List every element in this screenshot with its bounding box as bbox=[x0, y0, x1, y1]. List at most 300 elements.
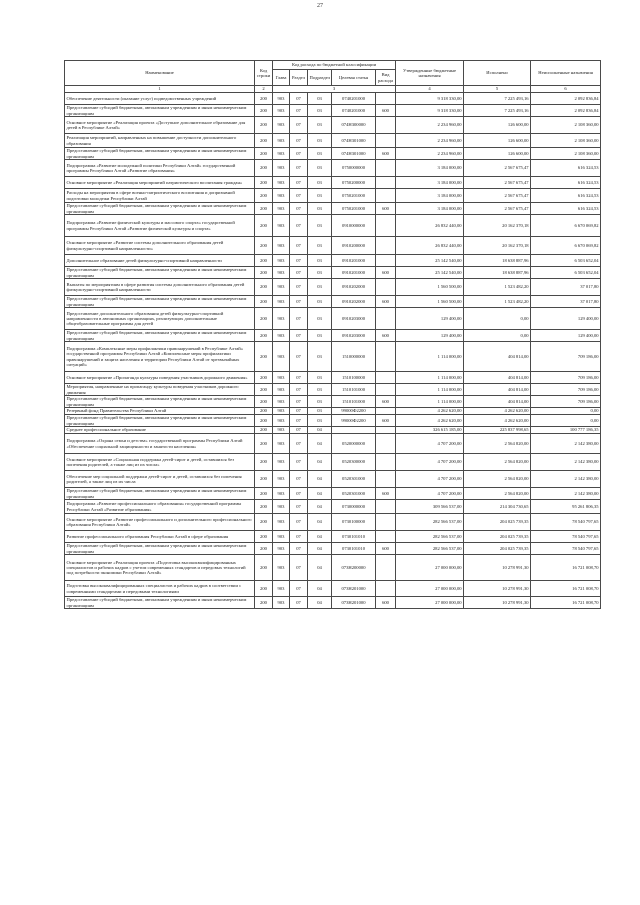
row-approved-amount: 2 234 960,00 bbox=[396, 134, 464, 148]
row-approved-amount: 1 560 500,00 bbox=[396, 296, 464, 308]
row-approved-amount: 129 400,00 bbox=[396, 330, 464, 342]
row-expense-type bbox=[376, 177, 396, 189]
row-approved-amount: 1 114 000,00 bbox=[396, 372, 464, 384]
row-target-article: 0910201000 bbox=[332, 267, 376, 279]
row-target-article: 0910203000 bbox=[332, 308, 376, 330]
row-unexecuted-amount: 0,00 bbox=[531, 408, 601, 415]
row-expense-type bbox=[376, 255, 396, 267]
row-code-line: 200 bbox=[255, 177, 273, 189]
row-glava: 903 bbox=[273, 117, 290, 134]
row-podrazdel: 04 bbox=[308, 427, 332, 434]
row-name: Основное мероприятие «Социальная поддержка детей-сирот и детей, оставшихся без попечения родителей, а также лиц из их числа» bbox=[65, 454, 255, 471]
header-glava: Глава bbox=[273, 70, 290, 86]
table-row bbox=[65, 296, 601, 308]
row-razdel: 07 bbox=[290, 543, 308, 555]
row-code-line: 200 bbox=[255, 384, 273, 396]
header-vid: Вид расхода bbox=[376, 70, 396, 86]
row-approved-amount: 4 707 200,00 bbox=[396, 454, 464, 471]
row-target-article: 0740201000 bbox=[332, 105, 376, 117]
row-code-line: 200 bbox=[255, 296, 273, 308]
row-expense-type bbox=[376, 531, 396, 543]
row-target-article: 0750201000 bbox=[332, 203, 376, 215]
row-unexecuted-amount: 2 142 380,00 bbox=[531, 434, 601, 454]
row-expense-type bbox=[376, 372, 396, 384]
row-name: Обеспечение мер социальной поддержки детей-сирот и детей, оставшихся без попечения родителей, а также лиц из их числа bbox=[65, 471, 255, 488]
row-executed-amount: 20 162 370,18 bbox=[464, 215, 531, 237]
row-executed-amount: 126 600,00 bbox=[464, 117, 531, 134]
row-razdel: 07 bbox=[290, 279, 308, 296]
column-index: 1 bbox=[65, 86, 255, 93]
row-executed-amount: 404 814,00 bbox=[464, 372, 531, 384]
row-podrazdel: 03 bbox=[308, 134, 332, 148]
row-expense-type: 600 bbox=[376, 415, 396, 427]
row-razdel: 07 bbox=[290, 427, 308, 434]
row-target-article: 1510000000 bbox=[332, 342, 376, 372]
row-code-line: 200 bbox=[255, 330, 273, 342]
row-glava: 903 bbox=[273, 189, 290, 203]
row-unexecuted-amount: 129 400,00 bbox=[531, 308, 601, 330]
row-target-article: 0730101010 bbox=[332, 531, 376, 543]
row-glava: 903 bbox=[273, 342, 290, 372]
row-name: Подпрограмма «Развитие профессионального образования» государственной программы Республики Алтай «Развитие образования» bbox=[65, 500, 255, 514]
row-razdel: 07 bbox=[290, 93, 308, 105]
row-glava: 903 bbox=[273, 237, 290, 255]
row-podrazdel: 03 bbox=[308, 148, 332, 160]
row-podrazdel: 03 bbox=[308, 117, 332, 134]
row-executed-amount: 2 567 675,47 bbox=[464, 160, 531, 177]
row-podrazdel: 03 bbox=[308, 93, 332, 105]
row-unexecuted-amount: 6 670 069,82 bbox=[531, 215, 601, 237]
row-razdel: 07 bbox=[290, 434, 308, 454]
table-row bbox=[65, 555, 601, 581]
row-target-article: 0740201000 bbox=[332, 93, 376, 105]
row-target-article: 0520300000 bbox=[332, 454, 376, 471]
row-target-article: 0520000000 bbox=[332, 434, 376, 454]
row-executed-amount: 0,00 bbox=[464, 330, 531, 342]
row-approved-amount: 282 566 537,00 bbox=[396, 514, 464, 531]
column-index: 3 bbox=[273, 86, 396, 93]
row-executed-amount: 20 162 370,18 bbox=[464, 237, 531, 255]
row-code-line: 200 bbox=[255, 427, 273, 434]
row-approved-amount: 3 184 000,00 bbox=[396, 177, 464, 189]
row-expense-type: 600 bbox=[376, 148, 396, 160]
row-expense-type: 600 bbox=[376, 488, 396, 500]
row-name: Предоставление субсидий бюджетным, автономным учреждениям и иным некоммерческим организациям bbox=[65, 543, 255, 555]
row-target-article: 0910000000 bbox=[332, 215, 376, 237]
row-podrazdel: 03 bbox=[308, 342, 332, 372]
row-podrazdel: 04 bbox=[308, 597, 332, 609]
row-razdel: 07 bbox=[290, 308, 308, 330]
row-code-line: 200 bbox=[255, 203, 273, 215]
row-glava: 903 bbox=[273, 215, 290, 237]
row-expense-type bbox=[376, 408, 396, 415]
row-target-article: 0730101010 bbox=[332, 543, 376, 555]
row-razdel: 07 bbox=[290, 597, 308, 609]
row-name: Предоставление субсидий бюджетным, автономным учреждениям и иным некоммерческим организациям bbox=[65, 105, 255, 117]
row-expense-type bbox=[376, 454, 396, 471]
row-podrazdel: 03 bbox=[308, 279, 332, 296]
row-approved-amount: 2 234 960,00 bbox=[396, 117, 464, 134]
row-approved-amount: 1 560 500,00 bbox=[396, 279, 464, 296]
row-target-article: 074Н300000 bbox=[332, 117, 376, 134]
row-expense-type bbox=[376, 237, 396, 255]
row-podrazdel: 04 bbox=[308, 471, 332, 488]
row-code-line: 200 bbox=[255, 555, 273, 581]
row-name: Предоставление субсидий бюджетным, автономным учреждениям и иным некоммерческим организациям bbox=[65, 148, 255, 160]
row-target-article bbox=[332, 427, 376, 434]
row-target-article: 074Н301000 bbox=[332, 148, 376, 160]
row-razdel: 07 bbox=[290, 237, 308, 255]
header-name: Наименование bbox=[65, 61, 255, 86]
row-glava: 903 bbox=[273, 308, 290, 330]
row-glava: 903 bbox=[273, 488, 290, 500]
row-unexecuted-amount: 2 142 380,00 bbox=[531, 488, 601, 500]
row-razdel: 07 bbox=[290, 160, 308, 177]
row-name: Предоставление субсидий бюджетным, автономным учреждениям и иным некоммерческим организациям bbox=[65, 415, 255, 427]
row-podrazdel: 03 bbox=[308, 255, 332, 267]
row-code-line: 200 bbox=[255, 117, 273, 134]
row-code-line: 200 bbox=[255, 531, 273, 543]
row-target-article: 99000Ф2200 bbox=[332, 408, 376, 415]
row-expense-type bbox=[376, 160, 396, 177]
row-podrazdel: 03 bbox=[308, 330, 332, 342]
row-glava: 903 bbox=[273, 177, 290, 189]
table-row bbox=[65, 488, 601, 500]
row-executed-amount: 4 262 620,00 bbox=[464, 408, 531, 415]
row-name: Предоставление дополнительного образования детей физкультурно-спортивной направленности в автономных организациях, реализующих дополнительные общеобразовательные программы для детей bbox=[65, 308, 255, 330]
row-glava: 903 bbox=[273, 255, 290, 267]
row-expense-type bbox=[376, 471, 396, 488]
row-unexecuted-amount: 2 108 360,00 bbox=[531, 134, 601, 148]
row-approved-amount: 4 262 620,00 bbox=[396, 408, 464, 415]
row-target-article: 074Н301000 bbox=[332, 134, 376, 148]
row-razdel: 07 bbox=[290, 408, 308, 415]
row-executed-amount: 7 225 493,16 bbox=[464, 105, 531, 117]
row-razdel: 07 bbox=[290, 454, 308, 471]
table-row bbox=[65, 396, 601, 408]
table-row bbox=[65, 415, 601, 427]
row-name: Основное мероприятие «Развитие профессионального и дополнительного профессионального образования Республики Алтай» bbox=[65, 514, 255, 531]
row-name: Предоставление субсидий бюджетным, автономным учреждениям и иным некоммерческим организациям bbox=[65, 396, 255, 408]
row-expense-type: 600 bbox=[376, 597, 396, 609]
row-executed-amount: 2 564 820,00 bbox=[464, 488, 531, 500]
row-unexecuted-amount: 6 503 652,04 bbox=[531, 267, 601, 279]
table-row bbox=[65, 531, 601, 543]
header-executed: Исполнено bbox=[464, 61, 531, 86]
table-row bbox=[65, 500, 601, 514]
row-glava: 903 bbox=[273, 581, 290, 597]
row-name: Предоставление субсидий бюджетным, автономным учреждениям и иным некоммерческим организациям bbox=[65, 330, 255, 342]
row-razdel: 07 bbox=[290, 203, 308, 215]
row-approved-amount: 26 832 440,00 bbox=[396, 237, 464, 255]
row-glava: 903 bbox=[273, 555, 290, 581]
row-razdel: 07 bbox=[290, 415, 308, 427]
row-unexecuted-amount: 709 186,00 bbox=[531, 342, 601, 372]
row-target-article: 1510101000 bbox=[332, 396, 376, 408]
row-unexecuted-amount: 78 540 797,65 bbox=[531, 543, 601, 555]
row-glava: 903 bbox=[273, 471, 290, 488]
row-executed-amount: 2 564 820,00 bbox=[464, 434, 531, 454]
row-executed-amount: 0,00 bbox=[464, 308, 531, 330]
row-code-line: 200 bbox=[255, 308, 273, 330]
row-approved-amount: 26 832 440,00 bbox=[396, 215, 464, 237]
row-unexecuted-amount: 616 324,53 bbox=[531, 177, 601, 189]
row-glava: 903 bbox=[273, 372, 290, 384]
row-executed-amount: 18 638 887,96 bbox=[464, 255, 531, 267]
table-row bbox=[65, 255, 601, 267]
header-target: Целевая статья bbox=[332, 70, 376, 86]
row-razdel: 07 bbox=[290, 177, 308, 189]
row-expense-type: 600 bbox=[376, 396, 396, 408]
row-code-line: 200 bbox=[255, 134, 273, 148]
row-executed-amount: 2 567 675,47 bbox=[464, 177, 531, 189]
row-target-article: 1510101000 bbox=[332, 384, 376, 396]
row-code-line: 200 bbox=[255, 105, 273, 117]
column-index: 2 bbox=[255, 86, 273, 93]
row-approved-amount: 326 615 185,00 bbox=[396, 427, 464, 434]
row-code-line: 200 bbox=[255, 215, 273, 237]
table-row bbox=[65, 342, 601, 372]
row-podrazdel: 03 bbox=[308, 160, 332, 177]
row-target-article: 0910201000 bbox=[332, 255, 376, 267]
header-budget-classification: Код расхода по бюджетной классификации bbox=[273, 61, 396, 70]
row-target-article: 0730100000 bbox=[332, 514, 376, 531]
row-name: Основное мероприятие «Развитие системы дополнительного образования детей физкультурно-спортивной направленности» bbox=[65, 237, 255, 255]
header-unexecuted: Неисполненные назначения bbox=[531, 61, 601, 86]
row-unexecuted-amount: 100 777 186,35 bbox=[531, 427, 601, 434]
row-executed-amount: 404 814,00 bbox=[464, 342, 531, 372]
row-podrazdel: 04 bbox=[308, 454, 332, 471]
row-podrazdel: 03 bbox=[308, 189, 332, 203]
table-row bbox=[65, 177, 601, 189]
row-glava: 903 bbox=[273, 330, 290, 342]
row-approved-amount: 282 566 537,00 bbox=[396, 531, 464, 543]
table-row bbox=[65, 203, 601, 215]
row-razdel: 07 bbox=[290, 105, 308, 117]
row-executed-amount: 1 523 482,20 bbox=[464, 296, 531, 308]
row-unexecuted-amount: 2 142 380,00 bbox=[531, 454, 601, 471]
row-unexecuted-amount: 2 108 360,00 bbox=[531, 117, 601, 134]
row-approved-amount: 282 566 537,00 bbox=[396, 543, 464, 555]
row-code-line: 200 bbox=[255, 189, 273, 203]
table-row bbox=[65, 543, 601, 555]
row-glava: 903 bbox=[273, 408, 290, 415]
row-unexecuted-amount: 709 186,00 bbox=[531, 372, 601, 384]
row-target-article: 0750201000 bbox=[332, 189, 376, 203]
row-glava: 903 bbox=[273, 279, 290, 296]
row-unexecuted-amount: 616 324,53 bbox=[531, 189, 601, 203]
row-podrazdel: 04 bbox=[308, 434, 332, 454]
row-razdel: 07 bbox=[290, 330, 308, 342]
row-approved-amount: 3 184 000,00 bbox=[396, 189, 464, 203]
row-glava: 903 bbox=[273, 396, 290, 408]
row-code-line: 200 bbox=[255, 543, 273, 555]
row-razdel: 07 bbox=[290, 372, 308, 384]
row-code-line: 200 bbox=[255, 237, 273, 255]
row-unexecuted-amount: 37 017,80 bbox=[531, 279, 601, 296]
row-podrazdel: 03 bbox=[308, 105, 332, 117]
row-approved-amount: 9 318 330,00 bbox=[396, 105, 464, 117]
row-glava: 903 bbox=[273, 514, 290, 531]
row-executed-amount: 126 600,00 bbox=[464, 134, 531, 148]
row-glava: 903 bbox=[273, 415, 290, 427]
row-razdel: 07 bbox=[290, 514, 308, 531]
row-code-line: 200 bbox=[255, 471, 273, 488]
row-executed-amount: 126 600,00 bbox=[464, 148, 531, 160]
row-podrazdel: 03 bbox=[308, 372, 332, 384]
row-code-line: 200 bbox=[255, 160, 273, 177]
row-glava: 903 bbox=[273, 134, 290, 148]
header-approved: Утвержденные бюджетные назначения bbox=[396, 61, 464, 86]
row-glava: 903 bbox=[273, 454, 290, 471]
row-code-line: 200 bbox=[255, 279, 273, 296]
row-glava: 903 bbox=[273, 500, 290, 514]
row-razdel: 07 bbox=[290, 471, 308, 488]
row-razdel: 07 bbox=[290, 342, 308, 372]
row-approved-amount: 2 234 960,00 bbox=[396, 148, 464, 160]
row-executed-amount: 214 304 730,65 bbox=[464, 500, 531, 514]
row-approved-amount: 4 707 200,00 bbox=[396, 434, 464, 454]
row-name: Основное мероприятие «Реализация проекта «Подготовка высококвалифицированных специалистов и рабочих кадров с учетом современных стандартов и передовых технологий под потребности экономики Республики Алтай» bbox=[65, 555, 255, 581]
row-glava: 903 bbox=[273, 543, 290, 555]
row-expense-type: 600 bbox=[376, 543, 396, 555]
row-podrazdel: 03 bbox=[308, 308, 332, 330]
row-unexecuted-amount: 2 108 360,00 bbox=[531, 148, 601, 160]
row-expense-type bbox=[376, 427, 396, 434]
row-podrazdel: 03 bbox=[308, 177, 332, 189]
row-target-article: 073Н201000 bbox=[332, 597, 376, 609]
table-row bbox=[65, 330, 601, 342]
row-expense-type bbox=[376, 581, 396, 597]
row-executed-amount: 404 814,00 bbox=[464, 396, 531, 408]
budget-execution-table bbox=[64, 60, 601, 609]
row-glava: 903 bbox=[273, 427, 290, 434]
row-unexecuted-amount: 95 261 806,35 bbox=[531, 500, 601, 514]
row-unexecuted-amount: 78 540 797,65 bbox=[531, 514, 601, 531]
row-expense-type bbox=[376, 189, 396, 203]
row-podrazdel: 04 bbox=[308, 543, 332, 555]
table-row bbox=[65, 427, 601, 434]
row-code-line: 200 bbox=[255, 597, 273, 609]
row-executed-amount: 10 278 991,30 bbox=[464, 597, 531, 609]
table-row bbox=[65, 134, 601, 148]
row-expense-type bbox=[376, 342, 396, 372]
row-approved-amount: 27 000 000,00 bbox=[396, 581, 464, 597]
header-razdel: Раздел bbox=[290, 70, 308, 86]
table-row bbox=[65, 581, 601, 597]
row-unexecuted-amount: 616 324,53 bbox=[531, 160, 601, 177]
row-approved-amount: 4 707 200,00 bbox=[396, 471, 464, 488]
row-unexecuted-amount: 2 092 836,84 bbox=[531, 93, 601, 105]
column-index: 5 bbox=[464, 86, 531, 93]
row-unexecuted-amount: 616 324,53 bbox=[531, 203, 601, 215]
row-glava: 903 bbox=[273, 203, 290, 215]
row-code-line: 200 bbox=[255, 408, 273, 415]
row-expense-type: 600 bbox=[376, 296, 396, 308]
row-podrazdel: 04 bbox=[308, 555, 332, 581]
row-target-article: 073Н200000 bbox=[332, 555, 376, 581]
row-glava: 903 bbox=[273, 434, 290, 454]
row-code-line: 200 bbox=[255, 267, 273, 279]
row-razdel: 07 bbox=[290, 215, 308, 237]
row-executed-amount: 404 814,00 bbox=[464, 384, 531, 396]
row-glava: 903 bbox=[273, 531, 290, 543]
row-approved-amount: 27 000 000,00 bbox=[396, 555, 464, 581]
table-row bbox=[65, 597, 601, 609]
row-glava: 903 bbox=[273, 105, 290, 117]
row-razdel: 07 bbox=[290, 555, 308, 581]
table-row bbox=[65, 237, 601, 255]
row-podrazdel: 04 bbox=[308, 500, 332, 514]
row-target-article: 0750200000 bbox=[332, 177, 376, 189]
row-razdel: 07 bbox=[290, 396, 308, 408]
table-row bbox=[65, 160, 601, 177]
row-target-article: 99000Ф2200 bbox=[332, 415, 376, 427]
row-code-line: 200 bbox=[255, 500, 273, 514]
row-podrazdel: 04 bbox=[308, 488, 332, 500]
row-executed-amount: 10 278 991,30 bbox=[464, 555, 531, 581]
row-podrazdel: 04 bbox=[308, 514, 332, 531]
row-executed-amount: 4 262 620,00 bbox=[464, 415, 531, 427]
row-executed-amount: 2 567 675,47 bbox=[464, 203, 531, 215]
row-name: Основное мероприятие «Реализация проекта «Доступное дополнительное образование для детей в Республике Алтай» bbox=[65, 117, 255, 134]
row-code-line: 200 bbox=[255, 415, 273, 427]
row-unexecuted-amount: 6 503 652,04 bbox=[531, 255, 601, 267]
row-expense-type bbox=[376, 384, 396, 396]
row-executed-amount: 225 837 998,65 bbox=[464, 427, 531, 434]
row-target-article: 0520301000 bbox=[332, 488, 376, 500]
row-expense-type bbox=[376, 434, 396, 454]
row-code-line: 200 bbox=[255, 488, 273, 500]
row-name: Предоставление субсидий бюджетным, автономным учреждениям и иным некоммерческим организациям bbox=[65, 597, 255, 609]
table-row bbox=[65, 434, 601, 454]
row-name: Основное мероприятие «Пропаганда культуры поведения участников дорожного движения» bbox=[65, 372, 255, 384]
row-code-line: 200 bbox=[255, 93, 273, 105]
row-code-line: 200 bbox=[255, 255, 273, 267]
row-unexecuted-amount: 0,00 bbox=[531, 415, 601, 427]
table-row bbox=[65, 408, 601, 415]
row-expense-type: 600 bbox=[376, 105, 396, 117]
row-unexecuted-amount: 2 092 836,84 bbox=[531, 105, 601, 117]
table-row bbox=[65, 267, 601, 279]
table-row bbox=[65, 93, 601, 105]
table-row bbox=[65, 384, 601, 396]
row-unexecuted-amount: 78 540 797,65 bbox=[531, 531, 601, 543]
row-podrazdel: 03 bbox=[308, 203, 332, 215]
row-glava: 903 bbox=[273, 93, 290, 105]
row-approved-amount: 9 318 330,00 bbox=[396, 93, 464, 105]
row-expense-type: 600 bbox=[376, 267, 396, 279]
row-name: Предоставление субсидий бюджетным, автономным учреждениям и иным некоммерческим организациям bbox=[65, 488, 255, 500]
row-approved-amount: 25 142 540,00 bbox=[396, 255, 464, 267]
row-target-article: 0910202000 bbox=[332, 296, 376, 308]
row-approved-amount: 3 184 000,00 bbox=[396, 203, 464, 215]
table-body bbox=[65, 93, 601, 609]
row-target-article: 0910203000 bbox=[332, 330, 376, 342]
row-glava: 903 bbox=[273, 148, 290, 160]
row-glava: 903 bbox=[273, 296, 290, 308]
row-glava: 903 bbox=[273, 267, 290, 279]
row-code-line: 200 bbox=[255, 514, 273, 531]
row-name: Подготовка высококвалифицированных специалистов и рабочих кадров в соответствии с современными стандартами и передовыми технологиями bbox=[65, 581, 255, 597]
table-row bbox=[65, 189, 601, 203]
row-glava: 903 bbox=[273, 597, 290, 609]
row-approved-amount: 1 114 000,00 bbox=[396, 384, 464, 396]
row-podrazdel: 03 bbox=[308, 396, 332, 408]
row-expense-type bbox=[376, 555, 396, 581]
row-razdel: 07 bbox=[290, 488, 308, 500]
table-row bbox=[65, 148, 601, 160]
